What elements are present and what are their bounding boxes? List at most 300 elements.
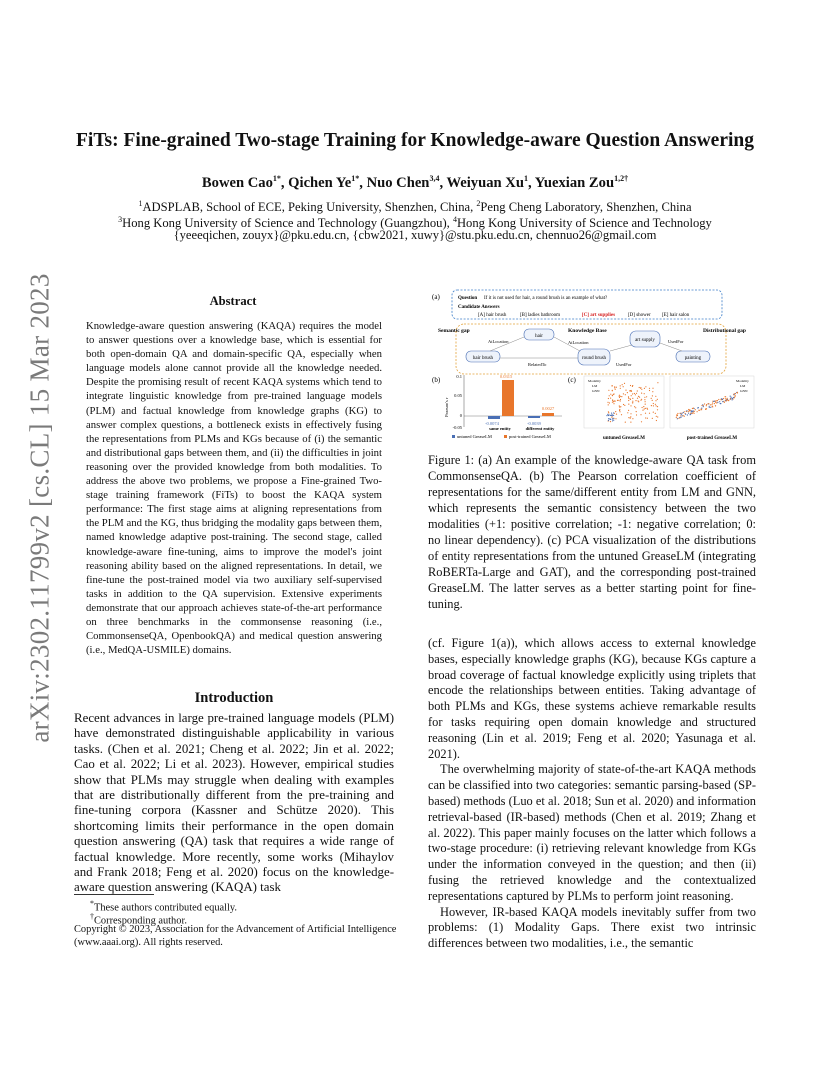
scatter-point (714, 403, 715, 404)
scatter-point (697, 411, 698, 412)
scatter-point (628, 400, 629, 401)
scatter-point (680, 413, 681, 414)
y-tick: 0 (459, 413, 462, 418)
scatter-point (619, 409, 620, 410)
scatter-point (676, 417, 677, 418)
scatter-point (632, 418, 633, 419)
scatter-point (637, 390, 638, 391)
edge-label: AtLocation (568, 340, 589, 345)
scatter-point (686, 410, 687, 411)
scatter-point (720, 403, 721, 404)
scatter-point (702, 404, 703, 405)
scatter-point (631, 390, 632, 391)
scatter-point (636, 411, 637, 412)
legend-entry: post-trained GreaseLM (509, 434, 551, 439)
candidate-answer: [E] hair salon (662, 313, 690, 318)
scatter-point (620, 388, 621, 389)
scatter-point (694, 413, 695, 414)
scatter-point (628, 398, 629, 399)
scatter-point (613, 420, 614, 421)
affiliation-line: $^1$ADSPLAB, School of ECE, Peking University, Shenzhen, China, $^2$Peng Cheng Laboratory, Shenzhen, China (138, 199, 692, 215)
affiliation-line: $^3$Hong Kong University of Science and Technology (Guangzhou), $^4$Hong Kong University of Science and Technology (118, 215, 712, 231)
node-label: art supply (635, 338, 655, 343)
scatter-point (634, 406, 635, 407)
scatter-post-points (676, 392, 738, 420)
scatter-point (628, 396, 629, 397)
paragraph: The overwhelming majority of state-of-the-art KAQA methods can be classified into two categories: semantic parsing-based (SP-based) methods (Luo et al. 2018; Sun et al. 2020) and information retrieval-based (IR-based) methods (Chen et al. 2019; Zhang et al. 2022). This paper mainly focuses on the latter which follows a two-stage procedure: (i) retrieving relevant knowledge from KGs under the information conveyed in the question; and then (ii) fusing the retrieved knowledge and the contextualized representations captured by PLMs to perform joint reasoning. (428, 762, 756, 903)
scatter-point (641, 421, 642, 422)
scatter-point (630, 385, 631, 386)
scatter-point (607, 402, 608, 403)
scatter-point (623, 386, 624, 387)
scatter-point (657, 406, 658, 407)
scatter-point (608, 404, 609, 405)
scatter-point (651, 405, 652, 406)
scatter-point (630, 416, 631, 417)
figure-caption: Figure 1: (a) An example of the knowledge-aware QA task from CommonsenseQA. (b) The Pearson correlation coefficient of representations for the same/different entity from LM and GNN, which represents the semantic consistency between the two modalities (+1: positive correlation; -1: negative correlation; 0: no linear dependency). (c) PCA visualization of the distributions of entity representations from the untuned GreaseLM (integrating RoBERTa-Large and GAT), and the corresponding post-trained GreaseLM. The latter serves as a better starting point for fine-tuning. (428, 453, 756, 611)
scatter-point (646, 396, 647, 397)
scatter-point (687, 414, 688, 415)
bar-untuned-same (488, 416, 500, 419)
email-line: {yeeeqichen, zouyx}@pku.edu.cn, {cbw2021, xuwy}@stu.pku.edu.cn, chennuo26@gmail.com (173, 228, 657, 242)
scatter-point (733, 397, 734, 398)
scatter-point (711, 404, 712, 405)
scatter-point (619, 410, 620, 411)
scatter-point (610, 415, 611, 416)
scatter-point (647, 418, 648, 419)
scatter-point (731, 397, 732, 398)
semantic-gap-label: Semantic gap (438, 328, 470, 334)
scatter-point (722, 401, 723, 402)
scatter-point (630, 413, 631, 414)
scatter-point (641, 389, 642, 390)
scatter-point (681, 414, 682, 415)
scatter-legend-entry: GNN (592, 389, 600, 393)
scatter-point (615, 389, 616, 390)
abstract-heading: Abstract (209, 294, 257, 308)
scatter-point (712, 402, 713, 403)
scatter-point (608, 390, 609, 391)
scatter-point (677, 413, 678, 414)
bar-untuned-diff (528, 416, 540, 418)
scatter-point (614, 386, 615, 387)
introduction-body: Recent advances in large pre-trained language models (PLM) have demonstrated distinguishable applicability in various tasks. (Chen et al. 2021; Cheng et al. 2022; Jin et al. 2022; Cao et al. 2022; Li et al. 2023). However, empirical studies show that PLMs may struggle when dealing with examples that are distributionally different from the pre-training and fine-tuning corpora (Kassner and Schütze 2020). This shortcoming limits their performance in the open domain question answering (QA) task that requires a wide range of factual knowledge. More recently, some works (Mihaylov and Frank 2018; Feng et al. 2020) focus on the knowledge-aware question answering (KAQA) task (74, 711, 394, 895)
scatter-point (616, 414, 617, 415)
scatter-point (706, 404, 707, 405)
scatter-point (706, 405, 707, 406)
scatter-point (645, 408, 646, 409)
paragraph: However, IR-based KAQA models inevitably suffer from two problems: (1) Modality Gaps. There exist two intrinsic differences between two modalities, i.e., the semantic (428, 904, 756, 951)
scatter-point (725, 398, 726, 399)
scatter-point (734, 396, 735, 397)
author: Nuo Chen$^{3,4}$ (366, 174, 440, 191)
scatter-point (630, 418, 631, 419)
scatter-point (627, 412, 628, 413)
scatter-point (643, 406, 644, 407)
scatter-point (625, 394, 626, 395)
group-label: different entity (525, 426, 555, 431)
bar-post-same (502, 380, 514, 416)
scatter-point (715, 402, 716, 403)
scatter-point (615, 411, 616, 412)
scatter-point (619, 396, 620, 397)
scatter-point (653, 405, 654, 406)
scatter-point (732, 398, 733, 399)
data-label: -0.0039 (527, 421, 541, 426)
scatter-point (689, 410, 690, 411)
scatter-point (655, 413, 656, 414)
scatter-point (625, 390, 626, 391)
scatter-point (624, 405, 625, 406)
scatter-point (630, 405, 631, 406)
scatter-point (608, 415, 609, 416)
scatter-point (692, 412, 693, 413)
scatter-point (619, 395, 620, 396)
footnote: †Corresponding author. (90, 912, 187, 927)
node-label: hair brush (472, 356, 494, 361)
scatter-point (609, 402, 610, 403)
footnote: *These authors contributed equally. (90, 899, 238, 914)
scatter-point (644, 399, 645, 400)
legend-swatch (504, 435, 507, 438)
scatter-legend-entry: LM (592, 384, 598, 388)
scatter-point (725, 396, 726, 397)
scatter-point (641, 393, 642, 394)
scatter-point (704, 403, 705, 404)
scatter-point (608, 412, 609, 413)
edge-label: AtLocation (488, 339, 509, 344)
scatter-point (616, 387, 617, 388)
scatter-point (610, 394, 611, 395)
scatter-point (655, 396, 656, 397)
scatter-point (613, 393, 614, 394)
scatter-point (712, 406, 713, 407)
knowledge-base-label: Knowledge Base (568, 328, 607, 334)
scatter-point (657, 399, 658, 400)
scatter-point (644, 397, 645, 398)
scatter-point (656, 405, 657, 406)
scatter-point (632, 398, 633, 399)
scatter-point (646, 408, 647, 409)
scatter-point (688, 413, 689, 414)
panel-b-label: (b) (432, 376, 441, 384)
scatter-point (683, 415, 684, 416)
scatter-point (628, 417, 629, 418)
scatter-point (620, 400, 621, 401)
group-label: same entity (489, 426, 511, 431)
scatter-point (632, 386, 633, 387)
scatter-point (715, 405, 716, 406)
scatter-point (688, 409, 689, 410)
arxiv-stamp: arXiv:2302.11799v2 [cs.CL] 15 Mar 2023 (24, 273, 55, 743)
scatter-point (695, 409, 696, 410)
scatter-point (709, 407, 710, 408)
distributional-gap-label: Distributional gap (703, 328, 746, 334)
scatter-point (688, 411, 689, 412)
scatter-point (632, 393, 633, 394)
scatter-point (703, 406, 704, 407)
scatter-point (724, 402, 725, 403)
scatter-point (697, 407, 698, 408)
scatter-point (609, 395, 610, 396)
scatter-point (717, 402, 718, 403)
author-list: Bowen Cao$^{1*}$, Qichen $Ye^{1*}$, Nuo Chen$^{3,4}$, Weiyuan Xu$^1$, Yuexian Zou$^{1,2\dagger}$ (201, 174, 629, 191)
scatter-point (637, 398, 638, 399)
figure-1 (430, 287, 758, 445)
scatter-point (713, 401, 714, 402)
scatter-point (653, 403, 654, 404)
scatter-point (735, 395, 736, 396)
scatter-point (730, 398, 731, 399)
scatter-point (685, 414, 686, 415)
scatter-point (679, 417, 680, 418)
scatter-point (610, 398, 611, 399)
scatter-untuned-points (606, 382, 658, 423)
scatter-point (676, 414, 677, 415)
scatter-point (620, 406, 621, 407)
copyright-notice: Copyright © 2023, Association for the Advancement of Artificial Intelligence (www.aaai.org). All rights reserved. (74, 924, 397, 948)
scatter-point (612, 399, 613, 400)
author: Yuexian Zou$^{1,2\dagger}$ (534, 174, 629, 191)
scatter-point (607, 414, 608, 415)
scatter-point (651, 398, 652, 399)
scatter-point (608, 420, 609, 421)
scatter-point (645, 386, 646, 387)
scatter-point (638, 401, 639, 402)
panel-c-label: (c) (568, 376, 576, 384)
scatter-point (642, 410, 643, 411)
scatter-point (710, 404, 711, 405)
scatter-point (719, 401, 720, 402)
scatter-point (717, 400, 718, 401)
scatter-point (645, 417, 646, 418)
scatter-point (644, 408, 645, 409)
scatter-point (612, 414, 613, 415)
scatter-point (701, 409, 702, 410)
scatter-point (636, 414, 637, 415)
question-label: Question (458, 296, 478, 301)
scatter-point (638, 396, 639, 397)
author: Bowen Cao$^{1*}$ (201, 174, 281, 191)
scatter-point (634, 393, 635, 394)
scatter-point (722, 398, 723, 399)
node-label: hair (535, 334, 543, 339)
scatter-point (613, 415, 614, 416)
edge-label: UsedFor (668, 339, 684, 344)
scatter-point (681, 417, 682, 418)
scatter-point (652, 391, 653, 392)
y-tick: 0.05 (454, 393, 462, 398)
introduction-heading: Introduction (194, 690, 274, 706)
scatter-point (655, 404, 656, 405)
scatter-point (610, 419, 611, 420)
scatter-point (641, 399, 642, 400)
scatter-point (612, 420, 613, 421)
scatter-point (726, 400, 727, 401)
scatter-point (652, 418, 653, 419)
scatter-point (677, 418, 678, 419)
scatter-point (649, 388, 650, 389)
scatter-point (720, 399, 721, 400)
scatter-point (615, 418, 616, 419)
scatter-point (698, 410, 699, 411)
scatter-point (657, 382, 658, 383)
scatter-point (726, 399, 727, 400)
scatter-title: untuned GreaseLM (603, 436, 645, 441)
scatter-point (645, 404, 646, 405)
paragraph: (cf. Figure 1(a)), which allows access to external knowledge bases, especially knowledge graphs (KG), because KGs capture a broad coverage of factual knowledge explicitly using triplets that encode the relationships between entities. Taking advantage of both PLMs and KGs, these systems achieve remarkable results for tasks requiring open domain knowledge and structured reasoning (Lin et al. 2019; Feng et al. 2020; Yasunaga et al. 2021). (428, 636, 756, 761)
author: Weiyuan Xu$^1$ (446, 174, 528, 191)
scatter-point (612, 395, 613, 396)
scatter-point (632, 402, 633, 403)
scatter-point (611, 413, 612, 414)
scatter-point (652, 388, 653, 389)
right-column-body (428, 636, 756, 952)
scatter-point (680, 415, 681, 416)
scatter-point (689, 409, 690, 410)
scatter-point (618, 400, 619, 401)
data-label: 0.0027 (541, 406, 555, 411)
abstract-body: Knowledge-aware question answering (KAQA) requires the model to answer questions over a knowledge base, which is essential for both open-domain QA and domain-specific QA, especially when language models alone cannot provide all the knowledge needed. Despite the promising result of recent KAQA systems which tend to integrate linguistic knowledge from pre-trained language models (PLM) and factual knowledge from knowledge graphs (KG) to answer complex questions, a bottleneck exists in effectively fusing the representations from PLMs and KGs because of (i) the semantic and distributional gaps between them, and (ii) the difficulties in joint reasoning over the provided knowledge from both modalities. To address the above two problems, we propose a Fine-grained Two-stage training framework (FiTs) to boost the KAQA system performance: The first stage aims at aligning representations from the PLM and the KG, thus bridging the modality gaps between them, named knowledge adaptive post-training. The second stage, called knowledge-aware fine-tuning, aims to improve the model's joint reasoning ability based on the aligned representations. In detail, we fine-tune the post-trained model via two auxiliary self-supervised tasks in addition to the QA supervision. Extensive experiments demonstrate that our approach achieves state-of-the-art performance on three benchmarks in the commonsense reasoning (i.e., CommonsenseQA, OpenbookQA) and medical question answering (i.e., MedQA-USMILE) domains. (86, 320, 382, 657)
paper-title: FiTs: Fine-grained Two-stage Training for Knowledge-aware Question Answering (75, 130, 754, 151)
scatter-point (631, 395, 632, 396)
scatter-point (629, 390, 630, 391)
candidate-answer: [B] ladies bathroom (520, 313, 560, 318)
scatter-point (649, 390, 650, 391)
data-label: -0.0074 (485, 421, 499, 426)
legend-entry: untuned GreaseLM (457, 434, 492, 439)
scatter-point (628, 410, 629, 411)
scatter-point (608, 398, 609, 399)
scatter-legend-title: Modality (736, 379, 749, 383)
scatter-point (639, 387, 640, 388)
scatter-point (632, 401, 633, 402)
scatter-point (623, 393, 624, 394)
scatter-point (708, 403, 709, 404)
scatter-point (652, 395, 653, 396)
scatter-point (694, 411, 695, 412)
scatter-point (683, 412, 684, 413)
scatter-point (737, 392, 738, 393)
scatter-point (684, 411, 685, 412)
scatter-point (690, 413, 691, 414)
scatter-title: post-trained GreaseLM (686, 436, 738, 441)
scatter-point (676, 415, 677, 416)
edge-label: UsedFor (616, 362, 632, 367)
candidate-answer: [D] shower (628, 313, 651, 318)
legend-swatch (452, 435, 455, 438)
candidate-label: Candidate Answers (458, 305, 500, 310)
scatter-point (619, 405, 620, 406)
scatter-point (640, 388, 641, 389)
scatter-point (710, 407, 711, 408)
scatter-point (620, 385, 621, 386)
scatter-point (701, 408, 702, 409)
scatter-point (612, 385, 613, 386)
scatter-legend-entry: LM (740, 384, 746, 388)
scatter-point (656, 416, 657, 417)
scatter-point (693, 408, 694, 409)
scatter-point (617, 400, 618, 401)
scatter-point (612, 418, 613, 419)
scatter-point (620, 396, 621, 397)
scatter-point (615, 401, 616, 402)
scatter-point (705, 408, 706, 409)
scatter-point (652, 400, 653, 401)
y-tick: 0.1 (456, 374, 462, 379)
scatter-legend-entry: GNN (740, 389, 748, 393)
scatter-point (612, 402, 613, 403)
scatter-point (644, 393, 645, 394)
scatter-point (628, 404, 629, 405)
scatter-point (620, 399, 621, 400)
scatter-point (642, 407, 643, 408)
scatter-point (655, 400, 656, 401)
scatter-point (715, 401, 716, 402)
scatter-point (635, 394, 636, 395)
scatter-point (734, 394, 735, 395)
scatter-point (622, 384, 623, 385)
scatter-point (691, 411, 692, 412)
scatter-point (619, 397, 620, 398)
author: Qichen $Ye^{1*}$ (288, 174, 360, 191)
scatter-point (625, 422, 626, 423)
scatter-point (606, 415, 607, 416)
scatter-point (610, 421, 611, 422)
scatter-point (645, 413, 646, 414)
candidate-answer: [A] hair brush (478, 313, 507, 318)
scatter-point (621, 396, 622, 397)
scatter-point (656, 420, 657, 421)
scatter-point (630, 422, 631, 423)
scatter-point (657, 416, 658, 417)
scatter-point (627, 392, 628, 393)
scatter-point (730, 396, 731, 397)
scatter-point (635, 400, 636, 401)
panel-a-label: (a) (432, 293, 440, 301)
scatter-point (640, 414, 641, 415)
data-label: 0.0315 (499, 374, 513, 379)
scatter-point (718, 399, 719, 400)
scatter-point (636, 393, 637, 394)
scatter-point (611, 416, 612, 417)
correct-answer: [C] art supplies (582, 313, 616, 318)
bar-post-diff (542, 413, 554, 416)
scatter-point (619, 411, 620, 412)
scatter-point (732, 399, 733, 400)
scatter-point (635, 407, 636, 408)
scatter-point (735, 393, 736, 394)
scatter-point (608, 418, 609, 419)
footnote-rule (74, 894, 154, 895)
node-label: round brush (581, 356, 607, 361)
scatter-point (639, 397, 640, 398)
scatter-point (624, 383, 625, 384)
scatter-point (728, 400, 729, 401)
scatter-legend-title: Modality (588, 379, 601, 383)
scatter-point (629, 398, 630, 399)
question-text: If it is not used for hair, a round brush is an example of what? (484, 296, 608, 301)
scatter-point (645, 401, 646, 402)
scatter-point (613, 403, 614, 404)
scatter-point (644, 388, 645, 389)
scatter-point (613, 412, 614, 413)
y-axis-label: Pearson's r (444, 397, 449, 417)
scatter-point (657, 409, 658, 410)
edge-label: RelatedTo (528, 362, 547, 367)
node-label: painting (684, 356, 702, 361)
y-tick: -0.05 (452, 425, 462, 430)
